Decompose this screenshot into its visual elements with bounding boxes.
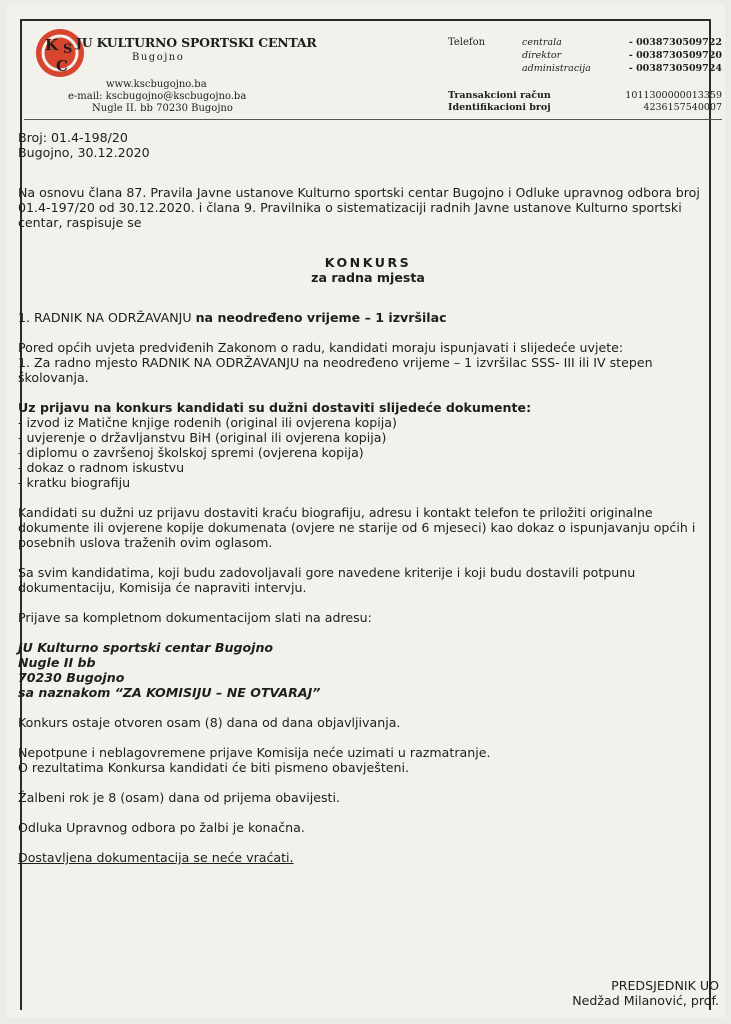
list-item: - kratku biografiju bbox=[18, 475, 131, 490]
signature-block bbox=[572, 978, 719, 1008]
send-paragraph: Prijave sa kompletnom dokumentacijom slati na adresu: bbox=[18, 610, 372, 625]
results-paragraph: O rezultatima Konkursa kandidati će biti pismeno obavješteni. bbox=[18, 760, 410, 775]
logo-letter-s: S bbox=[63, 42, 73, 57]
address-line: JU Kulturno sportski centar Bugojno bbox=[18, 640, 274, 655]
contact-name: centrala bbox=[522, 37, 562, 48]
bank-row bbox=[448, 102, 722, 113]
list-item: - izvod iz Matične knjige rodenih (original ili ovjerena kopija) bbox=[18, 415, 397, 430]
bank-label: Transakcioni račun bbox=[448, 90, 551, 101]
org-city: Bugojno bbox=[132, 52, 185, 63]
conditions-line: Pored općih uvjeta predviđenih Zakonom o radu, kandidati moraju ispunjavati i slijedeće uvjete: bbox=[18, 340, 624, 355]
org-email: e-mail: kscbugojno@kscbugojno.ba bbox=[68, 91, 247, 102]
document-body bbox=[18, 130, 718, 865]
frame-top bbox=[20, 19, 711, 21]
interview-paragraph: Sa svim kandidatima, koji budu zadovoljavali gore navedene kriterije i koji budu dostavili potpunu dokumentaciju, Komisija će napraviti intervju. bbox=[18, 565, 636, 595]
no-return-paragraph: Dostavljena dokumentacija se neće vraćati. bbox=[18, 850, 294, 865]
signer-name: Nedžad Milanović, prof. bbox=[572, 993, 719, 1008]
position-terms: na neodređeno vrijeme – 1 izvršilac bbox=[195, 310, 447, 325]
signer-title: PREDSJEDNIK UO bbox=[611, 978, 719, 993]
doc-subtitle: za radna mjesta bbox=[311, 270, 425, 285]
position-heading bbox=[18, 310, 718, 325]
org-name: JU KULTURNO SPORTSKI CENTAR bbox=[76, 35, 317, 50]
open-period-paragraph: Konkurs ostaje otvoren osam (8) dana od dana objavljivanja. bbox=[18, 715, 401, 730]
contact-name: administracija bbox=[522, 63, 591, 74]
doc-number: Broj: 01.4-198/20 bbox=[18, 130, 128, 145]
incomplete-paragraph: Nepotpune i neblagovremene prijave Komisija neće uzimati u razmatranje. bbox=[18, 745, 491, 760]
bank-value: 1011300000013359 bbox=[625, 90, 722, 101]
position-title: 1. RADNIK NA ODRŽAVANJU bbox=[18, 310, 196, 325]
bank-value: 4236157540007 bbox=[643, 102, 722, 113]
list-item: - dokaz o radnom iskustvu bbox=[18, 460, 185, 475]
phone-label: Telefon bbox=[448, 37, 486, 48]
bank-row bbox=[448, 90, 722, 101]
logo-letter-k: K bbox=[45, 36, 59, 54]
letterhead bbox=[24, 23, 722, 121]
contact-number: - 0038730509722 bbox=[628, 37, 722, 48]
contact-name: direktor bbox=[522, 50, 562, 61]
conditions-line: 1. Za radno mjesto RADNIK NA ODRŽAVANJU na neodređeno vrijeme – 1 izvršilac SSS- III ili IV stepen školovanja. bbox=[18, 355, 653, 385]
doc-title: KONKURS bbox=[324, 255, 412, 270]
bank-label: Identifikacioni broj bbox=[448, 102, 551, 113]
intro-paragraph: Na osnovu člana 87. Pravila Javne ustanove Kulturno sportski centar Bugojno i Odluke upravnog odbora broj 01.4-197/20 od 30.12.2020. i člana 9. Pravilnika o sistematizaciji radnih Javne ustanove Kulturno sportski centar, raspisuje se bbox=[18, 185, 700, 230]
doc-place-date: Bugojno, 30.12.2020 bbox=[18, 145, 150, 160]
org-website: www.kscbugojno.ba bbox=[106, 79, 207, 90]
list-item: - diplomu o završenoj školskoj spremi (ovjerena kopija) bbox=[18, 445, 364, 460]
appeal-paragraph: Žalbeni rok je 8 (osam) dana od prijema obavijesti. bbox=[18, 790, 340, 805]
address-line: Nugle II bb bbox=[18, 655, 96, 670]
org-address: Nugle II. bb 70230 Bugojno bbox=[92, 103, 233, 114]
address-line: 70230 Bugojno bbox=[18, 670, 125, 685]
letterhead-divider bbox=[24, 119, 722, 120]
contact-number: - 0038730509720 bbox=[628, 50, 722, 61]
logo-letter-c: C bbox=[56, 57, 68, 75]
candidates-paragraph: Kandidati su dužni uz prijavu dostaviti kraću biografiju, adresu i kontakt telefon te priložiti originalne dokumente ili ovjerene kopije dokumenata (ovjere ne starije od 6 mjeseci) kao dokaz o ispunjavanju općih i posebnih uslova traženih ovim oglasom. bbox=[18, 505, 696, 550]
list-item: - uvjerenje o državljanstvu BiH (original ili ovjerena kopija) bbox=[18, 430, 387, 445]
address-line: sa naznakom “ZA KOMISIJU – NE OTVARAJ” bbox=[18, 685, 321, 700]
contact-number: - 0038730509724 bbox=[628, 63, 722, 74]
documents-heading: Uz prijavu na konkurs kandidati su dužni dostaviti slijedeće dokumente: bbox=[18, 400, 532, 415]
final-decision-paragraph: Odluka Upravnog odbora po žalbi je konačna. bbox=[18, 820, 305, 835]
